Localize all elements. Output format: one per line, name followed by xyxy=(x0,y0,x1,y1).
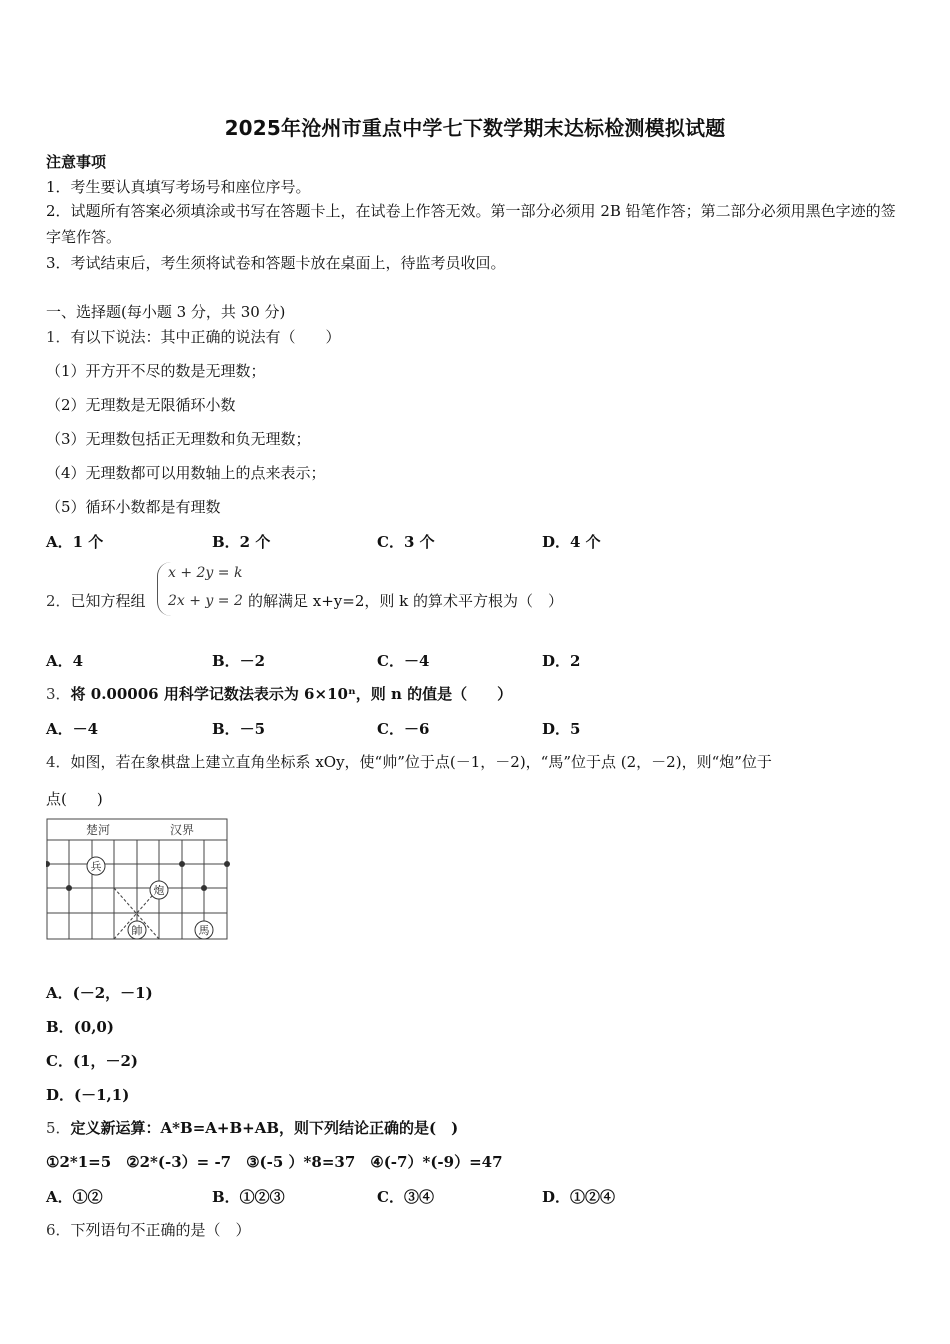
question-stem: 定义新运算：A*B=A+B+AB，则下列结论正确的是( ) xyxy=(70,1119,459,1137)
question-2 xyxy=(46,591,146,611)
question-number: 5． xyxy=(46,1119,71,1137)
page-title: 2025年沧州市重点中学七下数学期末达标检测模拟试题 xyxy=(224,116,726,140)
q2-option-d[interactable]: D．2 xyxy=(542,652,581,670)
river-right-label: 汉界 xyxy=(170,823,195,837)
question-5 xyxy=(46,1118,458,1138)
question-stem-line2: 点( ) xyxy=(46,790,103,808)
piece-ma xyxy=(195,921,213,939)
q1-statement-1: （1）开方开不尽的数是无理数； xyxy=(46,362,266,380)
q1-statement-3: （3）无理数包括正无理数和负无理数； xyxy=(46,430,311,448)
q4-option-a[interactable]: A．(－2，－1) xyxy=(46,984,153,1002)
svg-text:炮: 炮 xyxy=(153,884,165,897)
q5-items: ①2*1=5 ②2*(-3）= -7 ③(-5 ）*8=37 ④(-7）*(-9）=47 xyxy=(46,1153,503,1171)
question-3 xyxy=(46,684,512,704)
question-stem-pre: 已知方程组 xyxy=(70,592,146,610)
question-1 xyxy=(46,327,341,347)
q2-option-a[interactable]: A．4 xyxy=(46,652,84,670)
q1-option-d[interactable]: D．4 个 xyxy=(542,533,601,551)
notice-item-3: 3．考试结束后，考生须将试卷和答题卡放在桌面上，待监考员收回。 xyxy=(46,254,506,272)
q2-option-c[interactable]: C．－4 xyxy=(377,652,430,670)
notice-item-2: 2．试题所有答案必须填涂或书写在答题卡上，在试卷上作答无效。第一部分必须用 2B 铅笔作答；第二部分必须用黑色字迹的签字笔作答。 xyxy=(46,202,896,246)
section-heading: 一、选择题(每小题 3 分，共 30 分) xyxy=(46,303,286,321)
q5-option-b[interactable]: B．①②③ xyxy=(212,1188,285,1206)
river-left-label: 楚河 xyxy=(86,823,111,837)
chess-board-figure xyxy=(46,818,230,942)
piece-bing xyxy=(87,857,105,875)
svg-text:兵: 兵 xyxy=(90,860,102,873)
question-stem-line1: 如图，若在象棋盘上建立直角坐标系 xOy，使“帅”位于点(－1，－2)，“馬”位于点 (2，－2)，则“炮”位于 xyxy=(70,753,772,771)
q4-option-b[interactable]: B．(0,0) xyxy=(46,1018,114,1036)
q3-option-c[interactable]: C．－6 xyxy=(377,720,430,738)
question-6 xyxy=(46,1220,251,1240)
q4-option-c[interactable]: C．(1，－2) xyxy=(46,1052,139,1070)
question-4 xyxy=(46,752,772,772)
q1-statement-2: （2）无理数是无限循环小数 xyxy=(46,396,236,414)
equation-2: 2x + y = 2 xyxy=(168,593,243,609)
q5-option-a[interactable]: A．①② xyxy=(46,1188,103,1206)
question-number: 3． xyxy=(46,685,71,703)
q1-option-b[interactable]: B．2 个 xyxy=(212,533,271,551)
notice-item-1: 1．考生要认真填写考场号和座位序号。 xyxy=(46,178,311,196)
piece-shuai xyxy=(128,921,146,939)
equation-system xyxy=(157,562,250,616)
notice-heading: 注意事项 xyxy=(46,153,107,171)
q5-option-d[interactable]: D．①②④ xyxy=(542,1188,616,1206)
q3-option-b[interactable]: B．－5 xyxy=(212,720,266,738)
question-stem: 下列语句不正确的是（ ） xyxy=(70,1221,251,1239)
q1-statement-5: （5）循环小数都是有理数 xyxy=(46,498,221,516)
q4-option-d[interactable]: D．(－1,1) xyxy=(46,1086,130,1104)
q5-option-c[interactable]: C．③④ xyxy=(377,1188,434,1206)
svg-text:馬: 馬 xyxy=(198,924,210,937)
q2-option-b[interactable]: B．－2 xyxy=(212,652,266,670)
q3-option-a[interactable]: A．－4 xyxy=(46,720,99,738)
question-stem-post: 的解满足 x+y=2，则 k 的算术平方根为（ ） xyxy=(248,592,564,610)
question-number: 2． xyxy=(46,592,71,610)
svg-text:帥: 帥 xyxy=(131,924,143,937)
piece-pao xyxy=(150,881,168,899)
question-number: 4． xyxy=(46,753,71,771)
question-stem: 将 0.00006 用科学记数法表示为 6×10ⁿ，则 n 的值是（ ） xyxy=(70,685,513,703)
q1-option-c[interactable]: C．3 个 xyxy=(377,533,435,551)
question-stem: 有以下说法：其中正确的说法有（ ） xyxy=(70,328,341,346)
question-number: 6． xyxy=(46,1221,71,1239)
q3-option-d[interactable]: D．5 xyxy=(542,720,581,738)
question-number: 1． xyxy=(46,328,71,346)
q1-option-a[interactable]: A．1 个 xyxy=(46,533,104,551)
equation-1: x + 2y = k xyxy=(168,565,243,581)
q1-statement-4: （4）无理数都可以用数轴上的点来表示； xyxy=(46,464,326,482)
